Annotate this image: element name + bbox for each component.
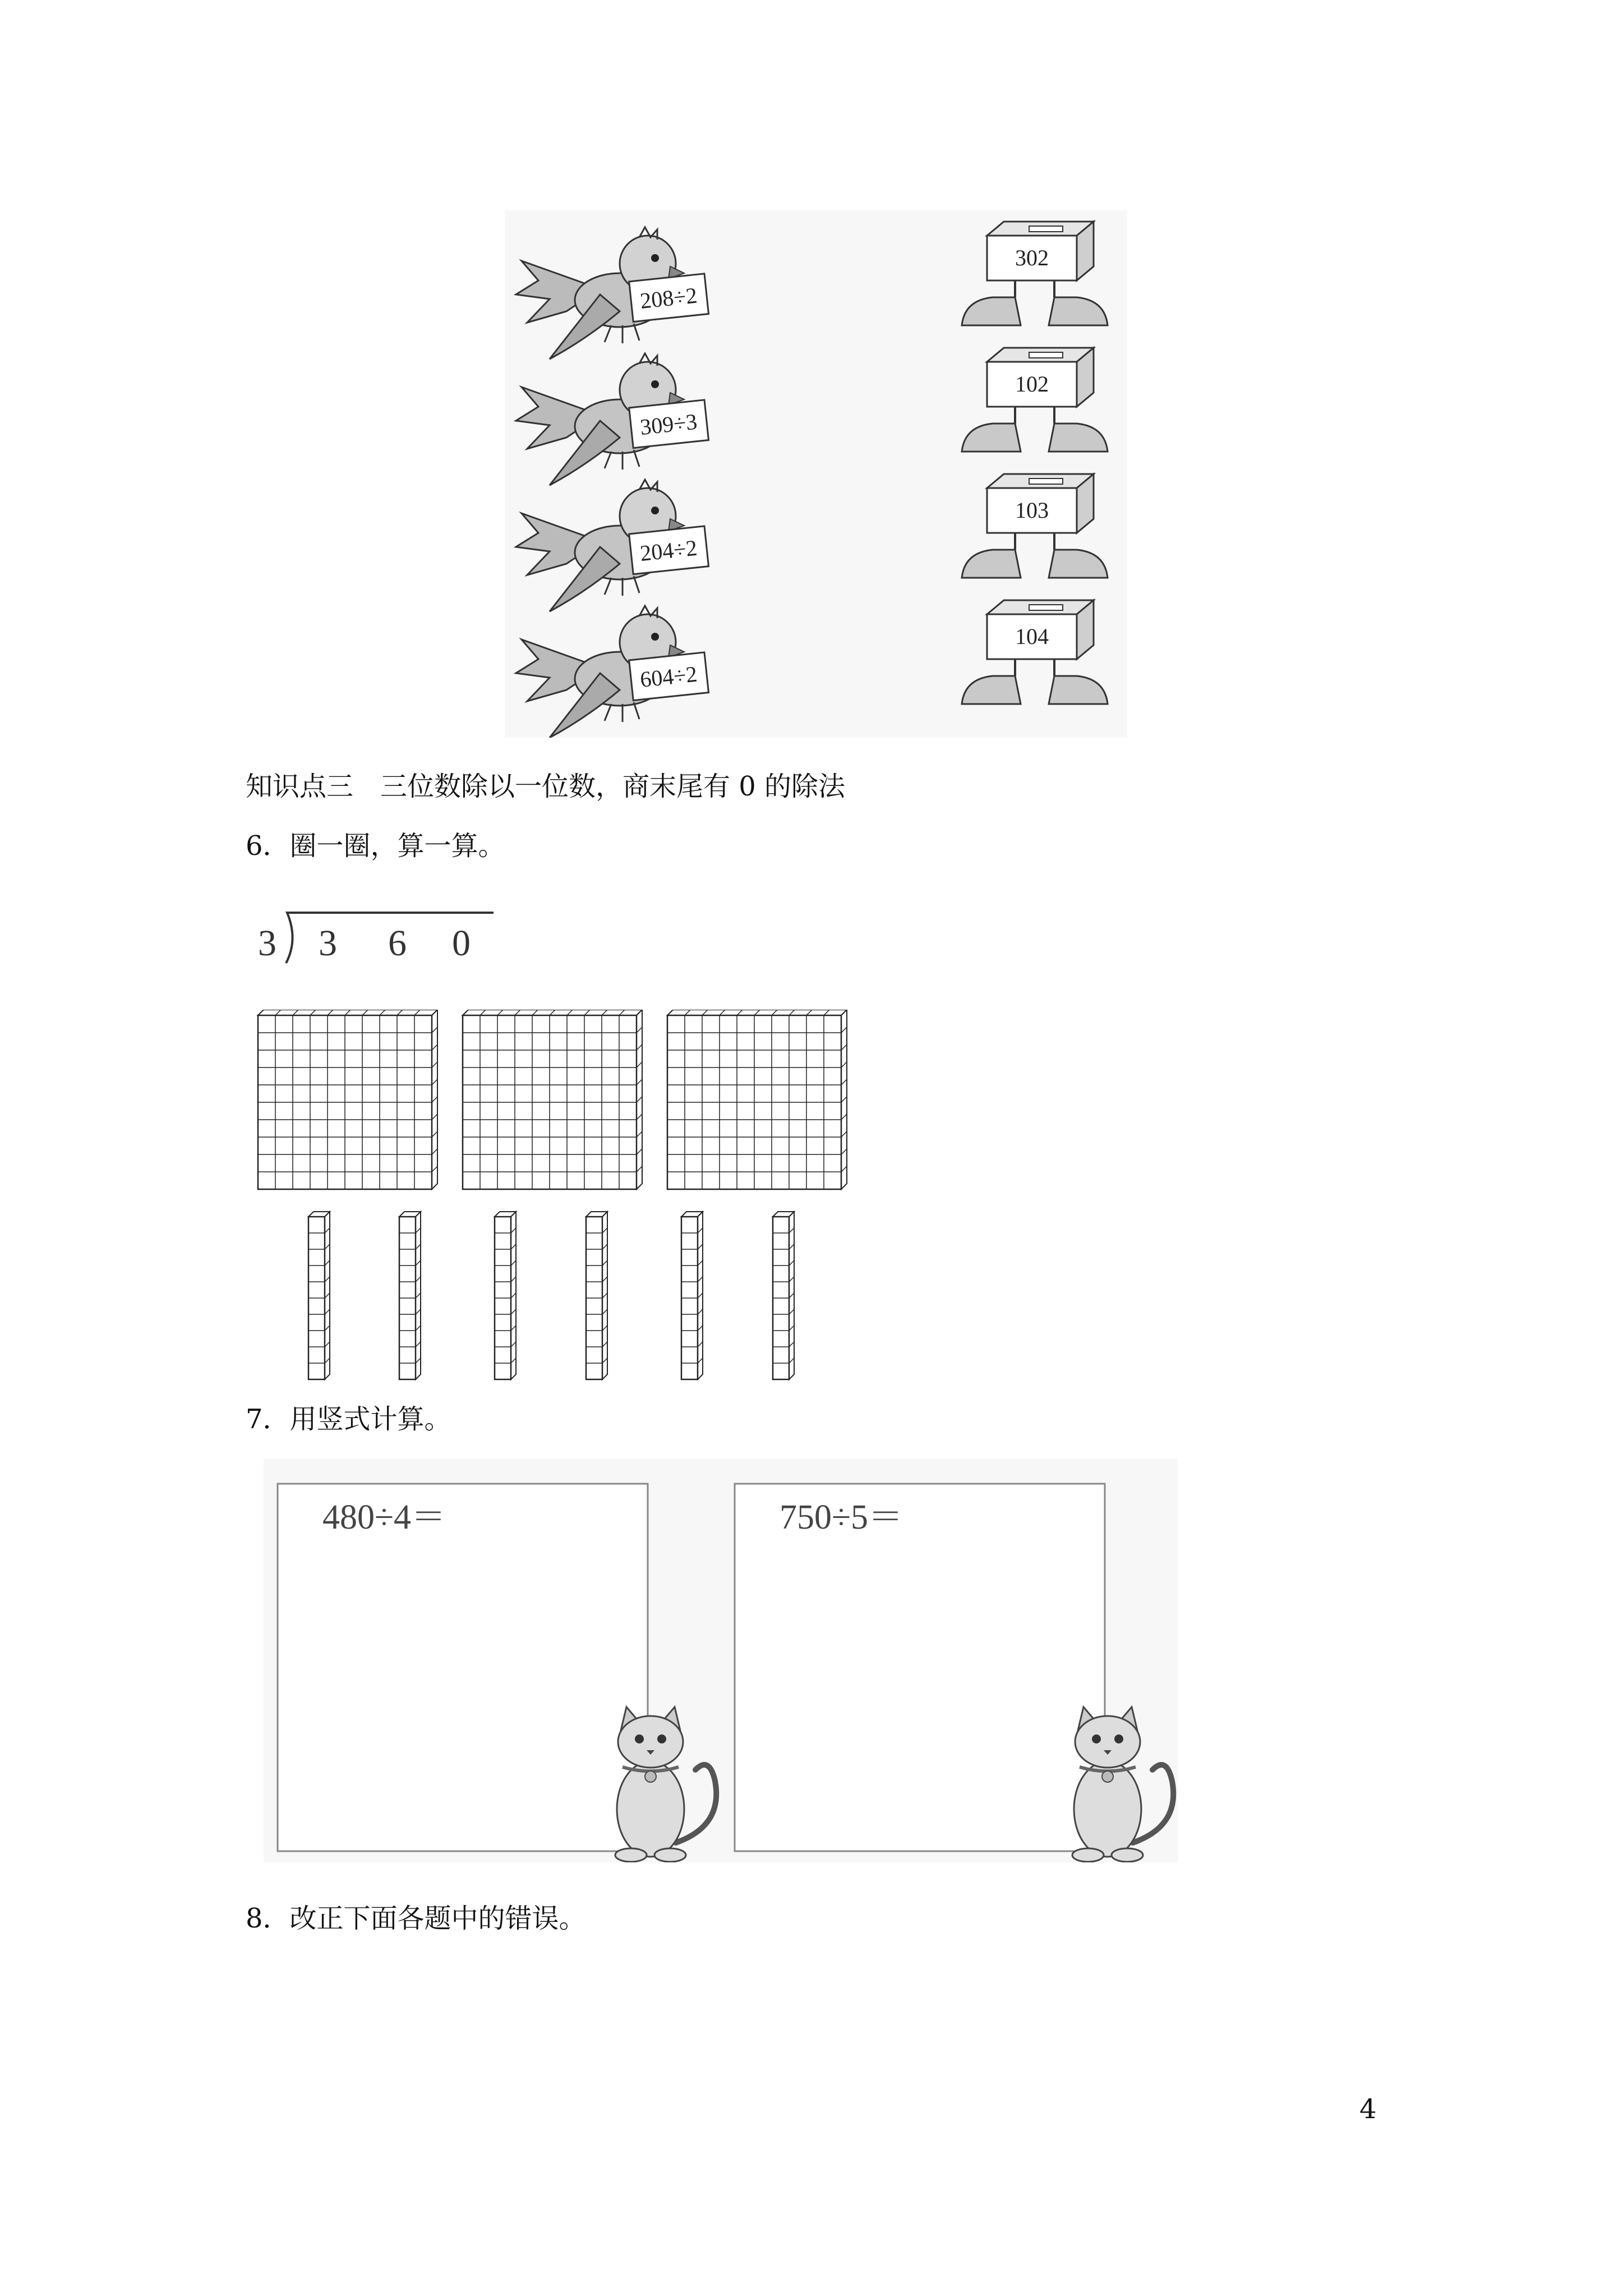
q7-title: 7．用竖式计算。	[246, 1404, 451, 1435]
base-ten-blocks	[247, 1010, 886, 1386]
bird-expression: 604÷2	[639, 661, 699, 692]
box-value: 102	[1015, 371, 1049, 397]
section-heading: 知识点三 三位数除以一位数，商末尾有 0 的除法	[246, 771, 846, 802]
ten-rod	[495, 1212, 516, 1379]
bird-expression: 208÷2	[639, 282, 699, 314]
ten-rod	[681, 1212, 703, 1379]
dividend-digit-3: 0	[452, 923, 471, 964]
ten-rod	[586, 1212, 607, 1379]
hundred-block	[463, 1010, 642, 1189]
ten-rod	[773, 1212, 794, 1379]
box-value: 103	[1015, 498, 1049, 523]
hundred-block	[258, 1010, 437, 1189]
divisor: 3	[258, 923, 276, 964]
q8-title: 8．改正下面各题中的错误。	[246, 1903, 586, 1934]
bird-expression: 204÷2	[639, 535, 699, 566]
dividend-digit-2: 6	[388, 923, 407, 964]
page-number: 4	[1359, 2093, 1377, 2125]
hundred-block	[667, 1010, 847, 1189]
box-value: 104	[1015, 624, 1049, 649]
calc-area	[264, 1458, 1178, 1862]
long-division-setup	[247, 906, 510, 973]
ten-rod	[399, 1212, 421, 1379]
ten-rod	[308, 1212, 330, 1379]
q6-title: 6．圈一圈，算一算。	[246, 830, 505, 862]
box-value: 302	[1015, 245, 1049, 270]
calc-expression: 750÷5＝	[780, 1498, 903, 1536]
dividend-digit-1: 3	[319, 923, 337, 964]
matching-illustration	[505, 210, 1127, 738]
calc-expression: 480÷4＝	[322, 1498, 446, 1536]
bird-expression: 309÷3	[639, 408, 699, 440]
